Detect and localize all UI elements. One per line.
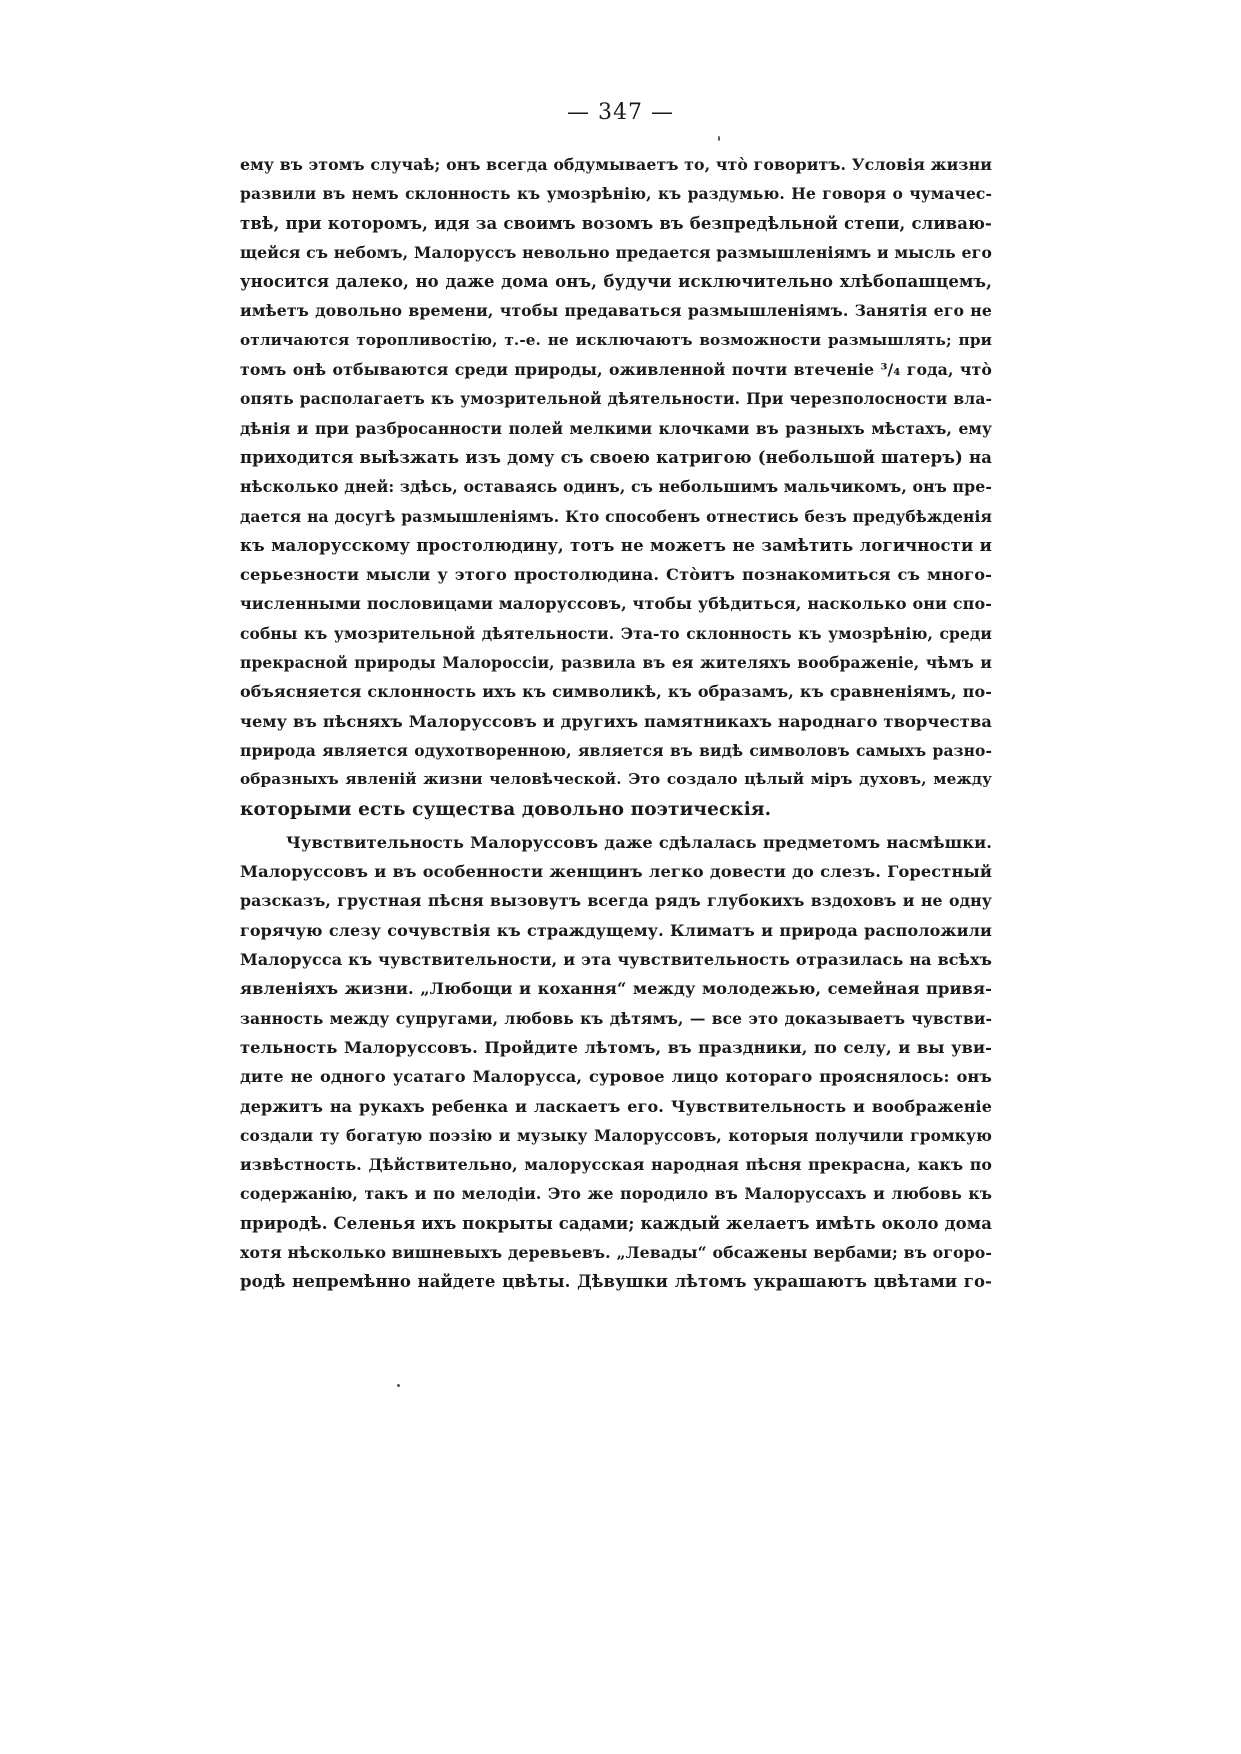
text-line: которыми есть существа довольно поэтическія. — [240, 798, 772, 820]
text-line: собны къ умозрительной дѣятельности. Эта-то склонность къ умозрѣнію, среди — [240, 623, 992, 643]
text-line: содержанію, такъ и по мелодіи. Это же породило въ Малоруссахъ и любовь къ — [240, 1184, 992, 1204]
text-line: отличаются торопливостію, т.-е. не исключаютъ возможности размышлять; при — [240, 330, 992, 349]
text-line: тельность Малоруссовъ. Пройдите лѣтомъ, въ праздники, по селу, и вы уви- — [240, 1037, 992, 1057]
text-line: приходится выѣзжать изъ дому съ своею катригою (небольшой шатеръ) на — [240, 447, 992, 467]
text-line: Малорусса къ чувствительности, и эта чувствительность отразилась на всѣхъ — [240, 950, 992, 970]
text-line: дите не одного усатаго Малорусса, суровое лицо котораго прояснялось: онъ — [240, 1067, 992, 1087]
paragraph-1 — [240, 150, 992, 824]
text-line: прекрасной природы Малороссіи, развила въ ея жителяхъ воображеніе, чѣмъ и — [240, 653, 992, 673]
text-line: дѣнія и при разбросанности полей мелкими клочками въ разныхъ мѣстахъ, ему — [240, 418, 992, 438]
text-line: щейся съ небомъ, Малоруссъ невольно предается размышленіямъ и мысль его — [240, 242, 992, 262]
text-line: Чувствительность Малоруссовъ даже сдѣлалась предметомъ насмѣшки. — [286, 832, 992, 852]
text-line: хотя нѣсколько вишневыхъ деревьевъ. „Левады“ обсажены вербами; въ огоро- — [240, 1242, 992, 1262]
text-line: ему въ этомъ случаѣ; онъ всегда обдумываетъ то, что̀ говоритъ. Условія жизни — [240, 155, 992, 174]
text-line: чему въ пѣсняхъ Малоруссовъ и другихъ памятникахъ народнаго творчества — [240, 711, 992, 731]
print-speck — [397, 1384, 400, 1387]
text-line: природѣ. Селенья ихъ покрыты садами; каждый желаетъ имѣть около дома — [240, 1213, 992, 1233]
text-line: занность между супругами, любовь къ дѣтямъ, — все это доказываетъ чувстви- — [240, 1008, 992, 1028]
text-line: имѣетъ довольно времени, чтобы предаваться размышленіямъ. Занятія его не — [240, 301, 992, 321]
text-line: численными пословицами малоруссовъ, чтобы убѣдиться, насколько они спо- — [240, 594, 992, 614]
text-line: держитъ на рукахъ ребенка и ласкаетъ его. Чувствительность и воображеніе — [240, 1096, 992, 1116]
body-text — [240, 150, 992, 1297]
text-line: родѣ непремѣнно найдете цвѣты. Дѣвушки лѣтомъ украшаютъ цвѣтами го- — [240, 1272, 992, 1292]
text-line: дается на досугѣ размышленіямъ. Кто способенъ отнестись безъ предубѣжденія — [240, 506, 992, 526]
text-line: томъ онѣ отбываются среди природы, оживленной почти втеченіе ³/₄ года, что̀ — [240, 360, 992, 380]
page-number: — 347 — — [567, 100, 674, 125]
text-line: горячую слезу сочувствія къ страждущему. Климатъ и природа расположили — [240, 920, 992, 940]
text-line: объясняется склонность ихъ къ символикѣ, къ образамъ, къ сравненіямъ, по- — [240, 682, 992, 702]
text-line: опять располагаетъ къ умозрительной дѣятельности. При черезполосности вла- — [240, 389, 992, 409]
print-speck — [718, 136, 720, 141]
text-line: образныхъ явленій жизни человѣческой. Это создало цѣлый міръ духовъ, между — [240, 770, 992, 789]
text-line: природа является одухотворенною, является въ видѣ символовъ самыхъ разно- — [240, 740, 992, 760]
text-line: твѣ, при которомъ, идя за своимъ возомъ въ безпредѣльной степи, сливаю- — [240, 213, 992, 233]
text-line: Малоруссовъ и въ особенности женщинъ легко довести до слезъ. Горестный — [240, 862, 992, 882]
text-line: къ малорусскому простолюдину, тотъ не можетъ не замѣтить логичности и — [240, 535, 992, 555]
text-line: явленіяхъ жизни. „Любощи и кохання“ между молодежью, семейная привя- — [240, 979, 992, 999]
text-line: нѣсколько дней: здѣсь, оставаясь одинъ, съ небольшимъ мальчикомъ, онъ пре- — [240, 477, 992, 497]
text-line: развили въ немъ склонность къ умозрѣнію, къ раздумью. Не говоря о чумачес- — [240, 184, 992, 204]
text-line: уносится далеко, но даже дома онъ, будучи исключительно хлѣбопашцемъ, — [240, 272, 992, 292]
text-line: извѣстность. Дѣйствительно, малорусская народная пѣсня прекрасна, какъ по — [240, 1155, 992, 1175]
text-line: серьезности мысли у этого простолюдина. Сто̀итъ познакомиться съ много- — [240, 565, 992, 585]
text-line: разсказъ, грустная пѣсня вызовутъ всегда рядъ глубокихъ вздоховъ и не одну — [240, 891, 992, 911]
text-line: создали ту богатую поэзію и музыку Малоруссовъ, которыя получили громкую — [240, 1125, 992, 1145]
paragraph-2 — [240, 828, 992, 1297]
